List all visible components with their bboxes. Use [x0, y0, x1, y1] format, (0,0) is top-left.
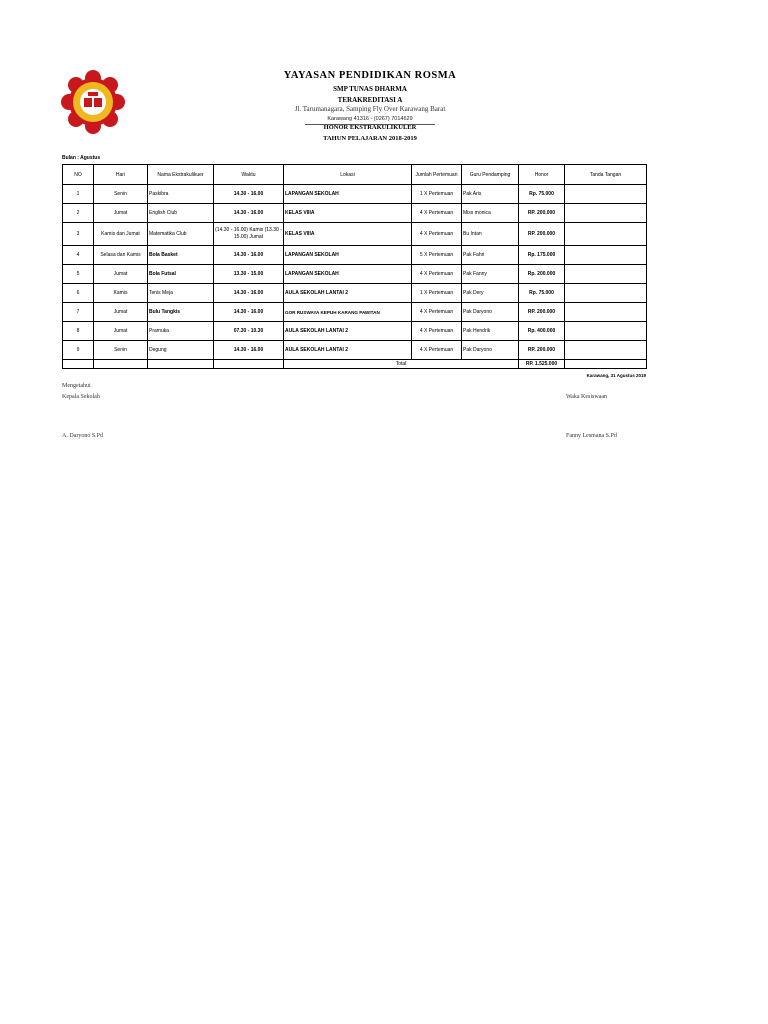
total-row [63, 360, 647, 369]
month-label: Bulan : Agustus [62, 155, 101, 161]
cell-hari: Senin [94, 341, 148, 360]
cell-nama: Matematika Club [148, 223, 214, 246]
cell-signature [565, 284, 647, 303]
cell-nama: Bola Basket [148, 246, 214, 265]
cell-nama: Paskibra [148, 185, 214, 204]
table-row [63, 223, 647, 246]
cell-honor: Rp. 175.000 [519, 246, 565, 265]
cell-jumlah: 5 X Pertemuan [412, 246, 462, 265]
table-row [63, 284, 647, 303]
table-header-row [63, 165, 647, 185]
cell-signature [565, 185, 647, 204]
cell-waktu: 14.30 - 16.00 [214, 341, 284, 360]
cell-nama: Bola Futsal [148, 265, 214, 284]
cell-waktu: 14.30 - 16.00 [214, 284, 284, 303]
cell-guru: Pak Dery [462, 284, 519, 303]
postal-phone: Karawang 41316 - (0267) 7014629 [327, 116, 413, 122]
vice-principal-title: Waka Kesiswaan [566, 394, 608, 400]
acknowledged-label: Mengetahui [62, 383, 91, 389]
cell-lokasi: LAPANGAN SEKOLAH [284, 185, 412, 204]
cell-hari: Kamis dan Jumat [94, 223, 148, 246]
cell-hari: Jumat [94, 322, 148, 341]
cell-jumlah: 4 X Pertemuan [412, 204, 462, 223]
cell-jumlah: 4 X Pertemuan [412, 303, 462, 322]
cell-guru: Pak Daryono [462, 341, 519, 360]
cell-lokasi: LAPANGAN SEKOLAH [284, 265, 412, 284]
cell-hari: Jumat [94, 303, 148, 322]
table-row [63, 246, 647, 265]
cell-waktu: 14.30 - 16.00 [214, 204, 284, 223]
col-header: Tanda Tangan [565, 165, 647, 185]
cell-jumlah: 1 X Pertemuan [412, 284, 462, 303]
cell-lokasi: AULA SEKOLAH LANTAI 2 [284, 284, 412, 303]
address: Jl. Tarumanagara, Samping Fly Over Karawang Barat [294, 105, 446, 113]
col-header: Honor [519, 165, 565, 185]
cell-signature [565, 223, 647, 246]
cell-nama: Degung [148, 341, 214, 360]
cell-honor: RP. 200.000 [519, 341, 565, 360]
cell-honor: Rp. 400.000 [519, 322, 565, 341]
cell-honor: RP. 200.000 [519, 303, 565, 322]
cell-no: 6 [63, 284, 94, 303]
cell-no: 4 [63, 246, 94, 265]
cell-honor: Rp. 75.000 [519, 284, 565, 303]
principal-title: Kepala Sekolah [62, 394, 100, 400]
table-row [63, 204, 647, 223]
cell-jumlah: 4 X Pertemuan [412, 265, 462, 284]
col-header: NO [63, 165, 94, 185]
cell-guru: Pak Aris [462, 185, 519, 204]
cell-signature [565, 341, 647, 360]
total-empty-cell [565, 360, 647, 369]
cell-waktu: 14.30 - 16.00 [214, 185, 284, 204]
total-empty-cell [214, 360, 284, 369]
cell-waktu: 13.30 - 15.00 [214, 265, 284, 284]
cell-lokasi: LAPANGAN SEKOLAH [284, 246, 412, 265]
cell-hari: Senin [94, 185, 148, 204]
place-date: Karawang, 31 Agustus 2019 [586, 373, 646, 378]
cell-signature [565, 303, 647, 322]
table-row [63, 322, 647, 341]
cell-signature [565, 246, 647, 265]
cell-lokasi: GOR RUSWAYA KEPUH KARANG PAWITAN [284, 303, 412, 322]
col-header: Nama Ekstrakulikuer [148, 165, 214, 185]
col-header: Jumlah Pertemuan [412, 165, 462, 185]
cell-guru: Bu Intan [462, 223, 519, 246]
cell-hari: Kamis [94, 284, 148, 303]
cell-jumlah: 4 X Pertemuan [412, 322, 462, 341]
table-row [63, 303, 647, 322]
document-title: HONOR EKSTRAKULIKULER [323, 124, 417, 131]
cell-guru: Pak Daryono [462, 303, 519, 322]
cell-signature [565, 322, 647, 341]
cell-honor: Rp. 200.000 [519, 265, 565, 284]
cell-honor: RP. 200.000 [519, 204, 565, 223]
cell-waktu: 14.30 - 16.00 [214, 303, 284, 322]
principal-name: A. Daryono S.Pd [62, 433, 104, 439]
cell-no: 5 [63, 265, 94, 284]
cell-nama: English Club [148, 204, 214, 223]
table-row [63, 185, 647, 204]
cell-no: 2 [63, 204, 94, 223]
total-value: RP. 1.525.000 [519, 360, 565, 369]
cell-signature [565, 265, 647, 284]
cell-waktu: (14.30 - 16.00) Kamis (13.30 - 15.00) Jumat [214, 223, 284, 246]
cell-honor: RP. 200.000 [519, 223, 565, 246]
cell-guru: Pak Fahri [462, 246, 519, 265]
col-header: Waktu [214, 165, 284, 185]
school-year: TAHUN PELAJARAN 2018-2019 [323, 135, 417, 142]
total-empty-cell [94, 360, 148, 369]
total-label: Total [284, 360, 519, 369]
cell-signature [565, 204, 647, 223]
honor-table [62, 164, 647, 369]
cell-lokasi: KELAS VIIIA [284, 204, 412, 223]
col-header: Guru Pendamping [462, 165, 519, 185]
cell-lokasi: AULA SEKOLAH LANTAI 2 [284, 341, 412, 360]
cell-waktu: 14.30 - 16.00 [214, 246, 284, 265]
cell-no: 3 [63, 223, 94, 246]
cell-nama: Bulu Tangkis [148, 303, 214, 322]
cell-lokasi: AULA SEKOLAH LANTAI 2 [284, 322, 412, 341]
total-empty-cell [148, 360, 214, 369]
cell-nama: Pramuka [148, 322, 214, 341]
cell-hari: Jumat [94, 265, 148, 284]
cell-jumlah: 4 X Pertemuan [412, 341, 462, 360]
cell-guru: Miss monica [462, 204, 519, 223]
table-row [63, 265, 647, 284]
col-header: Lokasi [284, 165, 412, 185]
cell-nama: Tenis Meja [148, 284, 214, 303]
accreditation: TERAKREDITASI A [337, 96, 403, 104]
cell-waktu: 07.30 - 10.30 [214, 322, 284, 341]
vice-principal-name: Fanny Lesmana S.Pd [566, 433, 617, 439]
cell-no: 9 [63, 341, 94, 360]
school-name: SMP TUNAS DHARMA [333, 85, 407, 93]
cell-no: 8 [63, 322, 94, 341]
school-logo [61, 70, 125, 134]
cell-jumlah: 4 X Pertemuan [412, 223, 462, 246]
cell-honor: Rp. 75.000 [519, 185, 565, 204]
cell-lokasi: KELAS VIIIA [284, 223, 412, 246]
cell-hari: Selasa dan Kamis [94, 246, 148, 265]
foundation-name: YAYASAN PENDIDIKAN ROSMA [283, 70, 457, 81]
table-row [63, 341, 647, 360]
cell-no: 7 [63, 303, 94, 322]
cell-jumlah: 1 X Pertemuan [412, 185, 462, 204]
cell-hari: Jumat [94, 204, 148, 223]
cell-guru: Pak Hendrik [462, 322, 519, 341]
col-header: Hari [94, 165, 148, 185]
cell-no: 1 [63, 185, 94, 204]
cell-guru: Pak Fanny [462, 265, 519, 284]
total-empty-cell [63, 360, 94, 369]
